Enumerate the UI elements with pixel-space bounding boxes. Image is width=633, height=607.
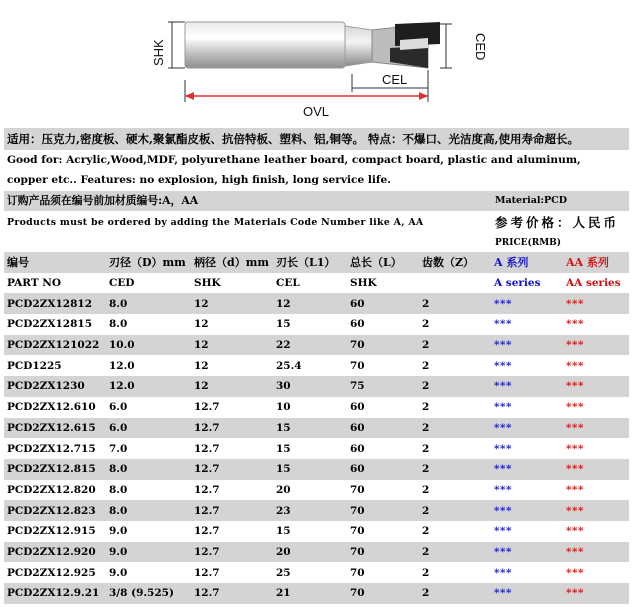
cell-ovl: 70	[347, 521, 419, 542]
cell-shk: 12.7	[191, 397, 273, 418]
cell-aa-series: ***	[563, 438, 629, 459]
cell-part-no: PCD2ZX12.925	[4, 562, 106, 583]
cell-ced: 8.0	[106, 293, 191, 314]
cell-shk: 12	[191, 376, 273, 397]
table-row	[4, 355, 629, 376]
cell-a-series: ***	[491, 335, 563, 356]
price-cn-text: 参考价格：人民币	[495, 215, 620, 230]
cell-a-series: ***	[491, 521, 563, 542]
cell-cel: 12	[273, 293, 347, 314]
cell-cel: 刃长（L1）	[273, 252, 347, 273]
table-header-cn	[4, 252, 629, 273]
cell-ced: 9.0	[106, 521, 191, 542]
cell-a-series: ***	[491, 397, 563, 418]
cell-ovl: 70	[347, 562, 419, 583]
cell-a-series: ***	[491, 314, 563, 335]
cell-cel: 10	[273, 397, 347, 418]
cell-ovl: 70	[347, 335, 419, 356]
cell-teeth: 2	[419, 376, 491, 397]
cell-shk: 12.7	[191, 542, 273, 563]
cell-a-series: ***	[491, 459, 563, 480]
cell-cel: 25.4	[273, 355, 347, 376]
cell-teeth: 2	[419, 335, 491, 356]
table-row	[4, 480, 629, 501]
material-text: Material:PCD	[495, 195, 567, 206]
cell-ovl: SHK	[347, 273, 419, 294]
cell-cel: 20	[273, 542, 347, 563]
cell-teeth: 2	[419, 480, 491, 501]
ced-dimension	[440, 24, 488, 68]
cell-part-no: PCD2ZX12.815	[4, 459, 106, 480]
cell-ced: 10.0	[106, 335, 191, 356]
cell-ovl: 70	[347, 542, 419, 563]
cell-shk: 12.7	[191, 418, 273, 439]
cell-ovl: 60	[347, 293, 419, 314]
cell-shk: 12	[191, 355, 273, 376]
cell-a-series: ***	[491, 480, 563, 501]
cell-aa-series: ***	[563, 480, 629, 501]
table-row	[4, 335, 629, 356]
cell-part-no: PCD2ZX12.915	[4, 521, 106, 542]
cell-ovl: 70	[347, 500, 419, 521]
cell-aa-series: ***	[563, 459, 629, 480]
spec-table	[4, 252, 629, 604]
shk-label: SHK	[151, 39, 166, 66]
cell-ced: 刃径（D）mm	[106, 252, 191, 273]
table-row	[4, 314, 629, 335]
cell-ced: 6.0	[106, 418, 191, 439]
cell-part-no: PCD2ZX12812	[4, 293, 106, 314]
cell-cel: 25	[273, 562, 347, 583]
cell-teeth: 2	[419, 418, 491, 439]
cell-a-series: A 系列	[491, 252, 563, 273]
cell-cel: 21	[273, 583, 347, 604]
cell-cel: 23	[273, 500, 347, 521]
cell-shk: 12.7	[191, 583, 273, 604]
cell-ced: 12.0	[106, 376, 191, 397]
cell-aa-series: AA 系列	[563, 252, 629, 273]
usage-en-text: Good for: Acrylic,Wood,MDF, polyurethane leather board, compact board, plastic and aluminum,	[4, 150, 629, 170]
cell-a-series: ***	[491, 500, 563, 521]
price-row	[4, 234, 629, 252]
cell-cel: 20	[273, 480, 347, 501]
cell-teeth: 2	[419, 355, 491, 376]
cell-teeth	[419, 273, 491, 294]
table-row	[4, 562, 629, 583]
cell-part-no: PCD2ZX12.610	[4, 397, 106, 418]
cel-dimension	[352, 70, 428, 92]
cell-ced: 8.0	[106, 500, 191, 521]
cell-aa-series: ***	[563, 335, 629, 356]
cell-ced: 3/8 (9.525)	[106, 583, 191, 604]
cell-aa-series: ***	[563, 314, 629, 335]
table-row	[4, 438, 629, 459]
cell-a-series: ***	[491, 438, 563, 459]
cell-ovl: 60	[347, 397, 419, 418]
cutter-head-shape	[372, 22, 440, 68]
cell-teeth: 2	[419, 397, 491, 418]
table-row	[4, 418, 629, 439]
cell-part-no: PCD2ZX12.820	[4, 480, 106, 501]
cell-aa-series: ***	[563, 293, 629, 314]
cell-aa-series: ***	[563, 500, 629, 521]
cell-ced: CED	[106, 273, 191, 294]
cell-part-no: 编号	[4, 252, 106, 273]
cell-part-no: PART NO	[4, 273, 106, 294]
cell-aa-series: AA series	[563, 273, 629, 294]
cell-teeth: 2	[419, 562, 491, 583]
cell-part-no: PCD1225	[4, 355, 106, 376]
order-cn-text: 订购产品须在编号前加材质编号:A，AA	[7, 194, 199, 207]
cell-a-series: ***	[491, 376, 563, 397]
cell-shk: 12.7	[191, 500, 273, 521]
cell-shk: 柄径（d）mm	[191, 252, 273, 273]
cell-cel: 15	[273, 459, 347, 480]
cell-aa-series: ***	[563, 583, 629, 604]
cell-teeth: 2	[419, 521, 491, 542]
cell-shk: 12.7	[191, 438, 273, 459]
cell-a-series: ***	[491, 562, 563, 583]
cell-part-no: PCD2ZX12.615	[4, 418, 106, 439]
cell-a-series: ***	[491, 293, 563, 314]
cell-teeth: 齿数（Z）	[419, 252, 491, 273]
order-row-cn	[4, 191, 629, 211]
cell-teeth: 2	[419, 500, 491, 521]
table-row	[4, 376, 629, 397]
cell-a-series: ***	[491, 542, 563, 563]
cell-ovl: 60	[347, 314, 419, 335]
cell-part-no: PCD2ZX12.920	[4, 542, 106, 563]
cell-shk: SHK	[191, 273, 273, 294]
ovl-label: OVL	[303, 104, 330, 119]
cell-teeth: 2	[419, 438, 491, 459]
cell-aa-series: ***	[563, 376, 629, 397]
table-row	[4, 583, 629, 604]
cell-part-no: PCD2ZX121022	[4, 335, 106, 356]
shk-dimension	[151, 22, 185, 68]
cell-a-series: A series	[491, 273, 563, 294]
table-row	[4, 397, 629, 418]
ced-label: CED	[473, 33, 488, 61]
cell-ced: 7.0	[106, 438, 191, 459]
cell-teeth: 2	[419, 459, 491, 480]
cell-part-no: PCD2ZX12.9.21	[4, 583, 106, 604]
cell-teeth: 2	[419, 314, 491, 335]
cell-teeth: 2	[419, 542, 491, 563]
shank-shape	[185, 22, 345, 68]
table-header-en	[4, 273, 629, 294]
cel-label: CEL	[382, 72, 408, 87]
cell-ced: 8.0	[106, 314, 191, 335]
tool-drawing	[0, 0, 633, 128]
cell-ced: 8.0	[106, 459, 191, 480]
cell-aa-series: ***	[563, 562, 629, 583]
cell-cel: 30	[273, 376, 347, 397]
cell-teeth: 2	[419, 293, 491, 314]
cell-aa-series: ***	[563, 355, 629, 376]
cell-shk: 12.7	[191, 521, 273, 542]
cell-ced: 9.0	[106, 542, 191, 563]
order-en-text: Products must be ordered by adding the Materials Code Number like A, AA	[7, 217, 424, 228]
cell-ovl: 60	[347, 438, 419, 459]
cell-cel: 15	[273, 521, 347, 542]
cell-shk: 12	[191, 314, 273, 335]
cell-shk: 12.7	[191, 459, 273, 480]
table-row	[4, 521, 629, 542]
cell-part-no: PCD2ZX1230	[4, 376, 106, 397]
cell-a-series: ***	[491, 418, 563, 439]
cell-shk: 12.7	[191, 480, 273, 501]
cell-shk: 12	[191, 335, 273, 356]
cell-ovl: 75	[347, 376, 419, 397]
cell-cel: 22	[273, 335, 347, 356]
cell-cel: 15	[273, 438, 347, 459]
table-row	[4, 293, 629, 314]
cell-cel: 15	[273, 418, 347, 439]
cell-ovl: 60	[347, 459, 419, 480]
cell-aa-series: ***	[563, 418, 629, 439]
table-row	[4, 459, 629, 480]
order-row-en	[4, 211, 629, 234]
cell-a-series: ***	[491, 583, 563, 604]
cell-ovl: 总长（L）	[347, 252, 419, 273]
cell-cel: 15	[273, 314, 347, 335]
cell-cel: CEL	[273, 273, 347, 294]
price-en-text: PRICE(RMB)	[495, 238, 562, 248]
cell-aa-series: ***	[563, 397, 629, 418]
features-en-text: copper etc.. Features: no explosion, high finish, long service life.	[4, 171, 629, 190]
cell-ced: 9.0	[106, 562, 191, 583]
cell-ovl: 70	[347, 480, 419, 501]
cell-a-series: ***	[491, 355, 563, 376]
table-row	[4, 542, 629, 563]
cell-aa-series: ***	[563, 542, 629, 563]
table-row	[4, 500, 629, 521]
cell-ced: 12.0	[106, 355, 191, 376]
cell-ovl: 60	[347, 418, 419, 439]
cell-part-no: PCD2ZX12.715	[4, 438, 106, 459]
cell-ovl: 70	[347, 583, 419, 604]
usage-cn-text: 适用：压克力,密度板、硬木,聚氯酯皮板、抗倍特板、塑料、铝,铜等。 特点：不爆口、光洁度高,使用寿命超长。	[4, 128, 629, 150]
neck-shape	[345, 26, 372, 66]
cell-shk: 12.7	[191, 562, 273, 583]
cell-part-no: PCD2ZX12.823	[4, 500, 106, 521]
cell-aa-series: ***	[563, 521, 629, 542]
cell-shk: 12	[191, 293, 273, 314]
cell-ced: 6.0	[106, 397, 191, 418]
cell-teeth: 2	[419, 583, 491, 604]
cell-ovl: 70	[347, 355, 419, 376]
cell-part-no: PCD2ZX12815	[4, 314, 106, 335]
cell-ced: 8.0	[106, 480, 191, 501]
